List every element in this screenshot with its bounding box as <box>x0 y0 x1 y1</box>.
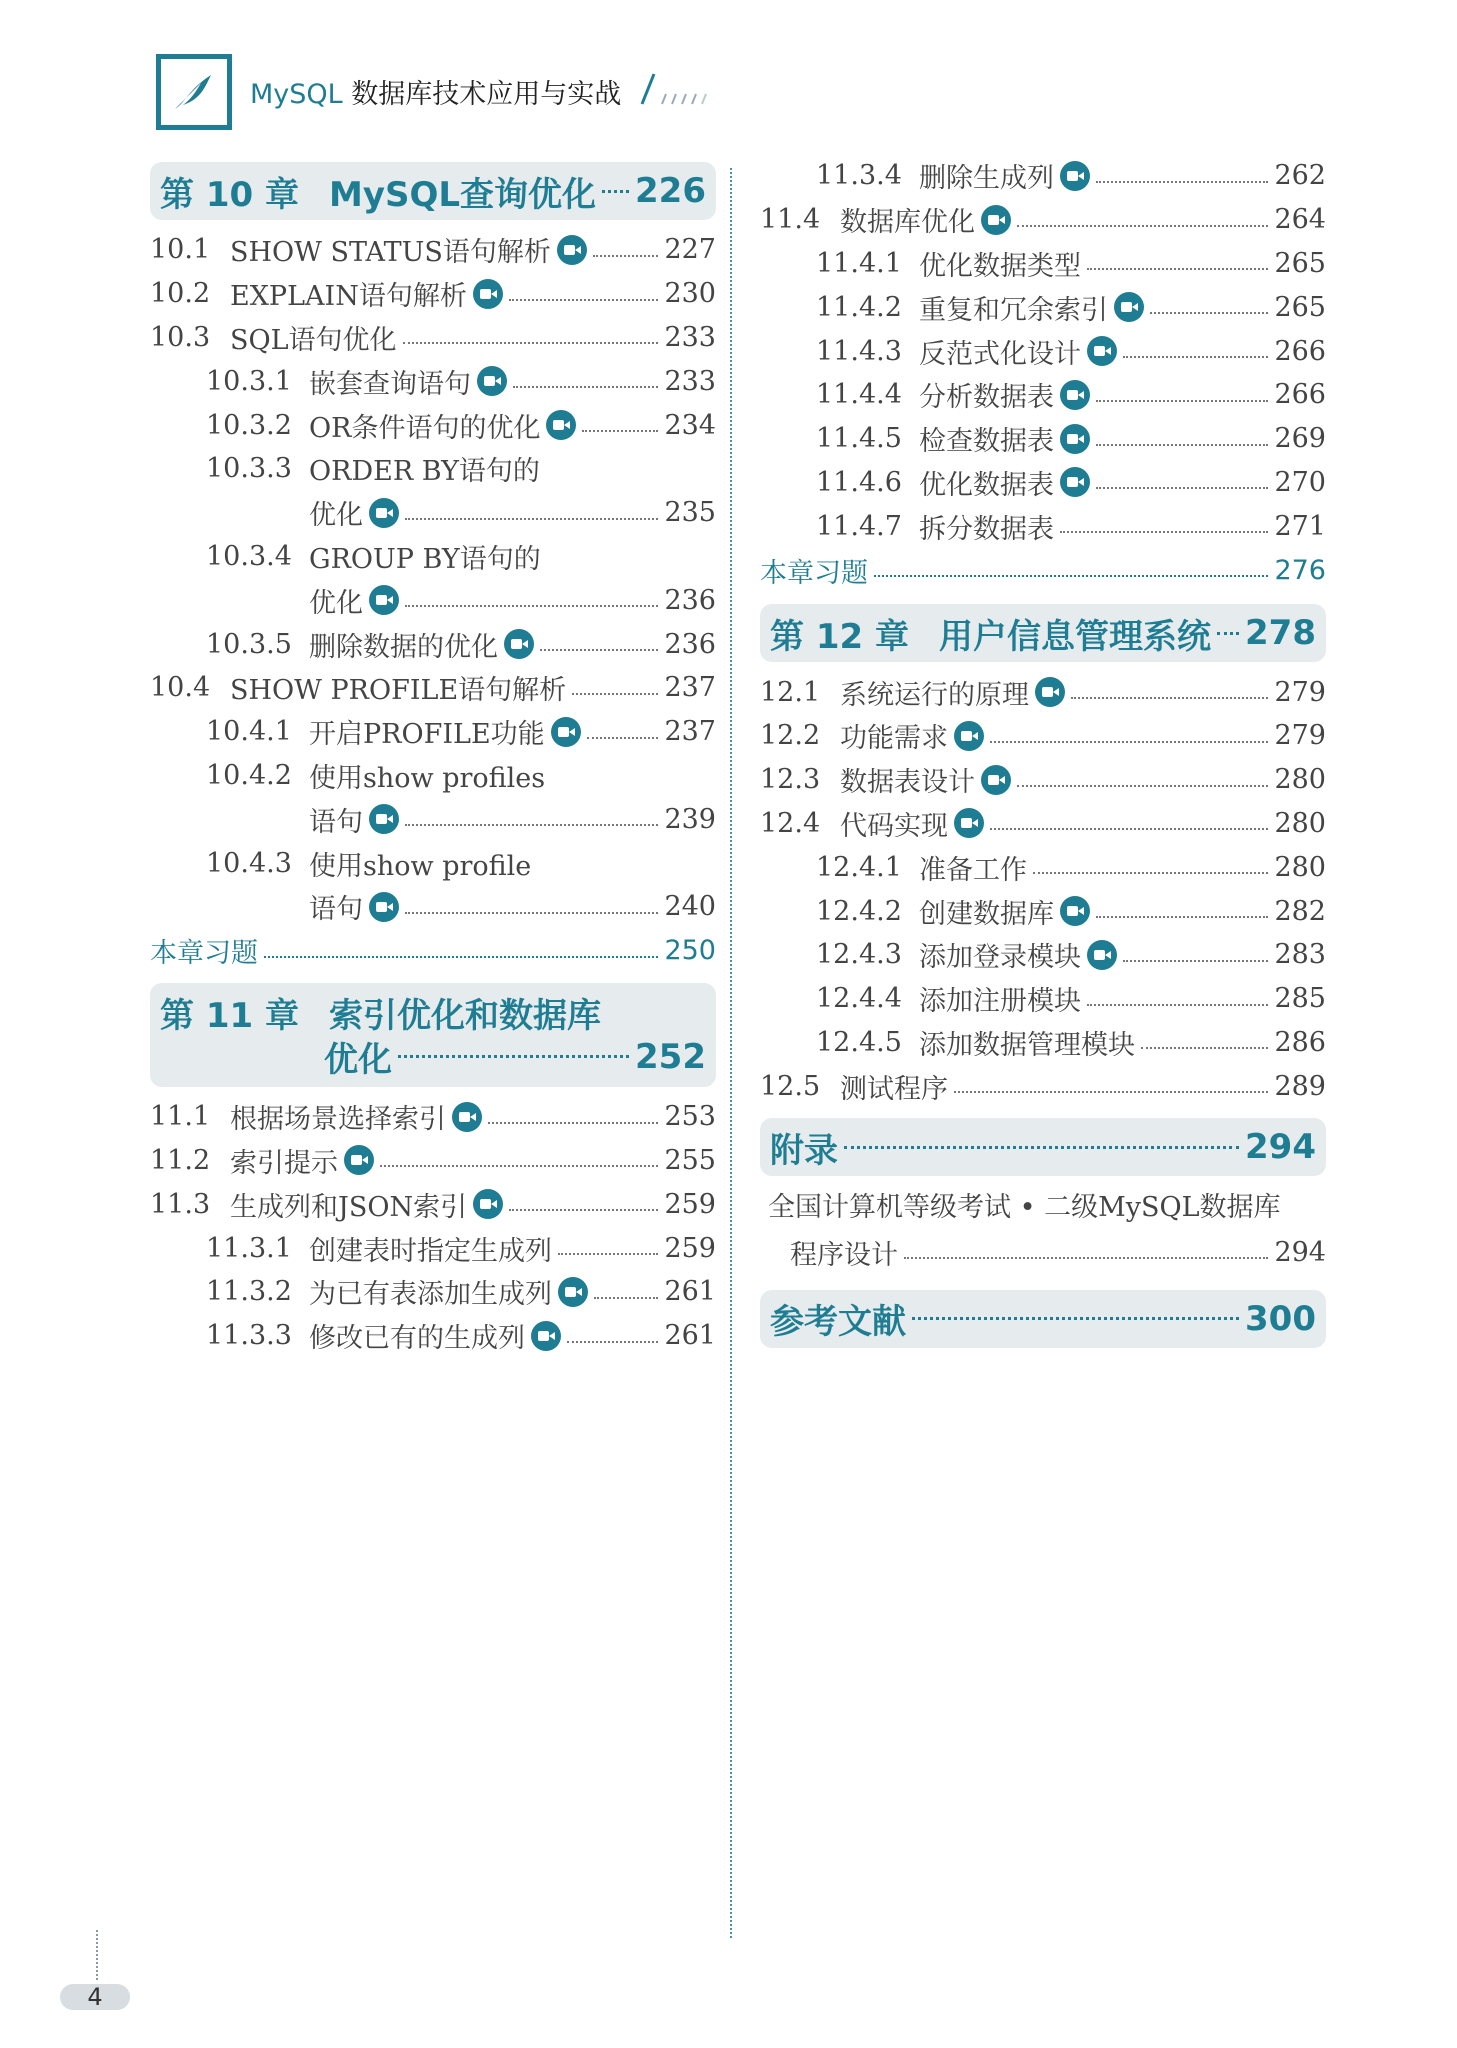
exercise-page: 250 <box>664 935 716 967</box>
entry-text: 索引提示 <box>230 1147 338 1179</box>
entry-text: 修改已有的生成列 <box>309 1323 525 1355</box>
entry-number: 10.3.5 <box>206 628 292 660</box>
entry-number: 11.3.2 <box>206 1276 292 1308</box>
leader-dots <box>1123 960 1268 962</box>
leader-dots <box>398 1055 629 1058</box>
entry-page: 255 <box>664 1144 716 1176</box>
leader-dots <box>594 1297 658 1299</box>
entry-number: 12.4 <box>760 807 821 839</box>
video-icon[interactable] <box>558 1277 588 1307</box>
entry-number: 11.4.6 <box>816 466 902 498</box>
entry-text: 优化 <box>309 587 363 619</box>
entry-number: 11.3 <box>150 1188 211 1220</box>
video-icon[interactable] <box>473 279 503 309</box>
video-icon[interactable] <box>954 721 984 751</box>
chapter-12-entries <box>760 670 1326 1108</box>
entry-text: 拆分数据表 <box>919 513 1054 545</box>
video-icon[interactable] <box>344 1145 374 1175</box>
entry-number: 12.4.2 <box>816 895 902 927</box>
chapter-title: MySQL查询优化 <box>329 174 597 215</box>
entry-number: 12.4.3 <box>816 939 902 971</box>
toc-entry[interactable] <box>150 1139 716 1183</box>
leader-dots <box>1087 268 1268 270</box>
entry-number: 10.3.4 <box>206 540 292 572</box>
toc-entry[interactable] <box>760 933 1326 977</box>
toc-entry[interactable] <box>760 1064 1326 1108</box>
entry-page: 265 <box>1274 291 1326 323</box>
entry-text: 添加注册模块 <box>919 986 1081 1018</box>
chapter-10-exercises[interactable] <box>150 929 716 973</box>
entry-number: 12.1 <box>760 676 821 708</box>
toc-entry[interactable] <box>150 228 716 272</box>
video-icon[interactable] <box>1035 677 1065 707</box>
entry-text: OR条件语句的优化 <box>309 412 541 444</box>
toc-entry[interactable] <box>150 535 716 579</box>
video-icon[interactable] <box>477 366 507 396</box>
leader-dots <box>1096 181 1268 183</box>
video-icon[interactable] <box>369 498 399 528</box>
toc-entry[interactable] <box>150 1095 716 1139</box>
toc-entry[interactable] <box>150 447 716 491</box>
leader-dots <box>990 828 1268 830</box>
toc-entry[interactable] <box>760 154 1326 198</box>
entry-number: 12.4.4 <box>816 983 902 1015</box>
toc-entry[interactable] <box>760 504 1326 548</box>
entry-page: 236 <box>664 628 716 660</box>
toc-entry[interactable] <box>150 710 716 754</box>
page-number-dots <box>96 1930 98 1980</box>
leader-dots <box>1096 916 1268 918</box>
entry-page: 264 <box>1274 204 1326 236</box>
chapter-number: 第 12 章 <box>770 616 909 657</box>
leader-dots <box>587 737 659 739</box>
video-icon[interactable] <box>557 235 587 265</box>
leader-dots <box>844 1146 1239 1149</box>
book-title-en: MySQL <box>250 79 343 110</box>
toc-entry[interactable] <box>150 1226 716 1270</box>
entry-page: 289 <box>1274 1070 1326 1102</box>
video-icon[interactable] <box>452 1102 482 1132</box>
chapter-title-line1: 索引优化和数据库 <box>329 996 601 1037</box>
toc-entry[interactable] <box>150 797 716 841</box>
video-icon[interactable] <box>1060 896 1090 926</box>
entry-number: 11.4.5 <box>816 423 902 455</box>
leader-dots <box>513 386 658 388</box>
entry-page: 233 <box>664 365 716 397</box>
toc-entry[interactable] <box>150 578 716 622</box>
entry-number: 11.4 <box>760 204 821 236</box>
entry-page: 259 <box>664 1188 716 1220</box>
toc-entry[interactable] <box>150 1270 716 1314</box>
toc-entry[interactable] <box>760 802 1326 846</box>
chapter-title-line2: 优化 <box>324 1040 392 1081</box>
appendix-entry-line1: 全国计算机等级考试 • 二级MySQL数据库 <box>768 1192 1281 1224</box>
references-page: 300 <box>1245 1298 1316 1339</box>
toc-entry[interactable] <box>150 841 716 885</box>
entry-number: 11.1 <box>150 1101 211 1133</box>
book-title-cn: 数据库技术应用与实战 <box>342 79 622 110</box>
entry-page: 270 <box>1274 466 1326 498</box>
leader-dots <box>1123 356 1268 358</box>
exercise-label: 本章习题 <box>150 938 258 970</box>
entry-number: 11.2 <box>150 1144 211 1176</box>
entry-page: 286 <box>1274 1026 1326 1058</box>
appendix-page: 294 <box>1245 1127 1316 1168</box>
video-icon[interactable] <box>981 765 1011 795</box>
video-icon[interactable] <box>551 717 581 747</box>
leader-dots <box>1217 632 1239 635</box>
page-number: 4 <box>60 1984 130 2010</box>
entry-page: 294 <box>1274 1236 1326 1268</box>
toc-entry[interactable] <box>150 666 716 710</box>
leader-dots <box>1150 312 1268 314</box>
entry-page: 266 <box>1274 379 1326 411</box>
entry-page: 269 <box>1274 423 1326 455</box>
entry-text: SHOW STATUS语句解析 <box>230 237 551 269</box>
video-icon[interactable] <box>1087 940 1117 970</box>
entry-number: 10.2 <box>150 278 211 310</box>
chapter-number: 第 11 章 <box>160 996 299 1037</box>
entry-page: 279 <box>1274 676 1326 708</box>
toc-entry[interactable] <box>150 622 716 666</box>
video-icon[interactable] <box>369 585 399 615</box>
video-icon[interactable] <box>1060 467 1090 497</box>
toc-entry[interactable] <box>760 461 1326 505</box>
leader-dots <box>380 1165 658 1167</box>
leader-dots <box>1096 400 1268 402</box>
entry-number: 11.3.4 <box>816 160 902 192</box>
entry-text: 优化数据表 <box>919 469 1054 501</box>
chapter-11-entries <box>150 1095 716 1358</box>
entry-number: 11.4.4 <box>816 379 902 411</box>
entry-page: 230 <box>664 278 716 310</box>
entry-text: 添加登录模块 <box>919 942 1081 974</box>
leader-dots <box>540 649 658 651</box>
entry-text: EXPLAIN语句解析 <box>230 281 467 313</box>
entry-number: 10.3.1 <box>206 365 292 397</box>
entry-number: 10.1 <box>150 234 211 266</box>
entry-page: 280 <box>1274 851 1326 883</box>
leader-dots <box>1087 1004 1268 1006</box>
toc-entry[interactable] <box>760 714 1326 758</box>
entry-number: 11.4.2 <box>816 291 902 323</box>
entry-page: 235 <box>664 497 716 529</box>
chapter-11-exercises[interactable] <box>760 548 1326 592</box>
entry-page: 237 <box>664 672 716 704</box>
entry-text: 删除生成列 <box>919 163 1054 195</box>
entry-text: 嵌套查询语句 <box>309 368 471 400</box>
entry-number: 12.4.5 <box>816 1026 902 1058</box>
toc-entry[interactable] <box>760 329 1326 373</box>
video-icon[interactable] <box>1060 424 1090 454</box>
toc-entry[interactable] <box>760 845 1326 889</box>
toc-entry[interactable] <box>150 359 716 403</box>
entry-page: 280 <box>1274 764 1326 796</box>
chapter-page: 252 <box>635 1036 706 1077</box>
chapter-page: 226 <box>635 171 706 211</box>
video-icon[interactable] <box>981 205 1011 235</box>
toc-entry[interactable] <box>150 403 716 447</box>
leader-dots <box>264 956 658 958</box>
leader-dots <box>405 824 658 826</box>
leader-dots <box>403 342 659 344</box>
entry-number: 10.4.1 <box>206 716 292 748</box>
leader-dots <box>405 518 658 520</box>
video-icon[interactable] <box>473 1189 503 1219</box>
entry-number: 11.4.3 <box>816 335 902 367</box>
leader-dots <box>1096 487 1268 489</box>
references-title: 参考文献 <box>770 1302 906 1343</box>
entry-number: 12.4.1 <box>816 851 902 883</box>
video-icon[interactable] <box>531 1321 561 1351</box>
leader-dots <box>602 190 629 193</box>
leader-dots <box>488 1122 658 1124</box>
entry-number: 11.4.7 <box>816 510 902 542</box>
leader-dots <box>593 255 659 257</box>
entry-text: 功能需求 <box>840 723 948 755</box>
entry-text: 分析数据表 <box>919 382 1054 414</box>
entry-text: SHOW PROFILE语句解析 <box>230 675 567 707</box>
entry-page: 282 <box>1274 895 1326 927</box>
toc-right-column <box>760 162 1326 1348</box>
entry-text: 语句 <box>309 894 363 926</box>
leader-dots <box>558 1253 658 1255</box>
chapter-11-entries-continued <box>760 154 1326 548</box>
title-slash-decoration <box>640 70 720 110</box>
entry-number: 12.2 <box>760 720 821 752</box>
entry-page: 271 <box>1274 510 1326 542</box>
toc-entry[interactable] <box>760 977 1326 1021</box>
entry-text: 为已有表添加生成列 <box>309 1279 552 1311</box>
entry-text: ORDER BY语句的 <box>309 456 540 488</box>
entry-number: 10.3.3 <box>206 453 292 485</box>
appendix-heading[interactable] <box>760 1118 1326 1176</box>
entry-number: 10.3 <box>150 321 211 353</box>
toc-entry[interactable] <box>150 754 716 798</box>
chapter-title: 用户信息管理系统 <box>939 616 1211 657</box>
entry-page: 234 <box>664 409 716 441</box>
entry-page: 259 <box>664 1232 716 1264</box>
entry-page: 237 <box>664 716 716 748</box>
entry-text: GROUP BY语句的 <box>309 543 541 575</box>
entry-text: 程序设计 <box>790 1239 898 1271</box>
toc-entry[interactable] <box>760 417 1326 461</box>
entry-text: 检查数据表 <box>919 426 1054 458</box>
entry-number: 10.3.2 <box>206 409 292 441</box>
leader-dots <box>1017 785 1268 787</box>
toc-entry[interactable] <box>150 1182 716 1226</box>
toc-entry[interactable] <box>150 491 716 535</box>
entry-text: 使用show profiles <box>309 762 546 794</box>
entry-text: 数据表设计 <box>840 767 975 799</box>
chapter-page: 278 <box>1245 613 1316 654</box>
exercise-label: 本章习题 <box>760 557 868 589</box>
entry-text: 根据场景选择索引 <box>230 1104 446 1136</box>
entry-text: 开启PROFILE功能 <box>309 719 545 751</box>
toc-entry[interactable] <box>760 373 1326 417</box>
video-icon[interactable] <box>546 410 576 440</box>
leader-dots <box>405 605 658 607</box>
leader-dots <box>904 1257 1268 1259</box>
entry-text: 语句 <box>309 806 363 838</box>
chapter-10-heading[interactable] <box>150 162 716 220</box>
entry-text: 测试程序 <box>840 1073 948 1105</box>
leader-dots <box>405 912 658 914</box>
leader-dots <box>1033 872 1268 874</box>
leader-dots <box>567 1341 658 1343</box>
chapter-11-heading[interactable] <box>150 983 716 1087</box>
leader-dots <box>1071 697 1268 699</box>
appendix-entry-line2 <box>760 1230 1326 1274</box>
leader-dots <box>990 741 1268 743</box>
video-icon[interactable] <box>1087 336 1117 366</box>
entry-text: 准备工作 <box>919 854 1027 886</box>
chapter-10-entries <box>150 228 716 929</box>
toc-entry[interactable] <box>150 885 716 929</box>
entry-number: 10.4 <box>150 672 211 704</box>
entry-page: 285 <box>1274 983 1326 1015</box>
entry-page: 233 <box>664 321 716 353</box>
toc-entry[interactable] <box>760 889 1326 933</box>
leader-dots <box>912 1317 1239 1320</box>
entry-page: 240 <box>664 891 716 923</box>
entry-number: 11.4.1 <box>816 247 902 279</box>
chapter-number: 第 10 章 <box>160 174 299 215</box>
leader-dots <box>572 693 658 695</box>
appendix-entry[interactable] <box>760 1186 1326 1274</box>
entry-text: 系统运行的原理 <box>840 679 1029 711</box>
entry-page: 253 <box>664 1101 716 1133</box>
entry-text: SQL语句优化 <box>230 324 397 356</box>
video-icon[interactable] <box>1114 292 1144 322</box>
entry-number: 12.3 <box>760 764 821 796</box>
appendix-title: 附录 <box>770 1130 838 1171</box>
entry-text: 创建表时指定生成列 <box>309 1235 552 1267</box>
leader-dots <box>1060 531 1268 533</box>
entry-text: 优化数据类型 <box>919 250 1081 282</box>
entry-text: 优化 <box>309 500 363 532</box>
entry-page: 266 <box>1274 335 1326 367</box>
toc-entry[interactable] <box>760 758 1326 802</box>
entry-page: 239 <box>664 803 716 835</box>
entry-page: 227 <box>664 234 716 266</box>
entry-number: 11.3.3 <box>206 1320 292 1352</box>
entry-page: 261 <box>664 1320 716 1352</box>
entry-text: 重复和冗余索引 <box>919 294 1108 326</box>
entry-text: 反范式化设计 <box>919 338 1081 370</box>
entry-page: 283 <box>1274 939 1326 971</box>
entry-page: 280 <box>1274 807 1326 839</box>
toc-entry[interactable] <box>150 316 716 360</box>
entry-text: 数据库优化 <box>840 207 975 239</box>
toc-entry[interactable] <box>760 242 1326 286</box>
references-heading[interactable] <box>760 1290 1326 1348</box>
leader-dots <box>874 575 1268 577</box>
leader-dots <box>954 1091 1268 1093</box>
entry-number: 12.5 <box>760 1070 821 1102</box>
video-icon[interactable] <box>1060 380 1090 410</box>
leader-dots <box>509 299 659 301</box>
leader-dots <box>1141 1047 1268 1049</box>
toc-entry[interactable] <box>760 198 1326 242</box>
entry-text: 代码实现 <box>840 810 948 842</box>
leader-dots <box>509 1209 658 1211</box>
entry-page: 261 <box>664 1276 716 1308</box>
leader-dots <box>1096 444 1268 446</box>
entry-text: 生成列和JSON索引 <box>230 1191 468 1223</box>
entry-text: 添加数据管理模块 <box>919 1029 1135 1061</box>
entry-page: 279 <box>1274 720 1326 752</box>
entry-page: 265 <box>1274 247 1326 279</box>
toc-entry[interactable] <box>760 285 1326 329</box>
chapter-12-heading[interactable] <box>760 604 1326 662</box>
exercise-page: 276 <box>1274 554 1326 586</box>
toc-entry[interactable] <box>150 272 716 316</box>
column-divider <box>730 168 732 1938</box>
leader-dots <box>582 430 658 432</box>
video-icon[interactable] <box>954 808 984 838</box>
toc-entry[interactable] <box>760 1021 1326 1065</box>
leader-dots <box>1017 225 1268 227</box>
entry-text: 删除数据的优化 <box>309 631 498 663</box>
entry-text: 使用show profile <box>309 850 532 882</box>
video-icon[interactable] <box>1060 161 1090 191</box>
toc-entry[interactable] <box>760 670 1326 714</box>
toc-left-column <box>150 162 716 1358</box>
entry-number: 10.4.2 <box>206 759 292 791</box>
entry-page: 236 <box>664 584 716 616</box>
entry-text: 创建数据库 <box>919 898 1054 930</box>
entry-page: 262 <box>1274 160 1326 192</box>
book-logo <box>156 54 232 130</box>
video-icon[interactable] <box>504 629 534 659</box>
video-icon[interactable] <box>369 804 399 834</box>
entry-number: 11.3.1 <box>206 1232 292 1264</box>
toc-entry[interactable] <box>150 1314 716 1358</box>
book-title <box>250 72 621 111</box>
video-icon[interactable] <box>369 892 399 922</box>
entry-number: 10.4.3 <box>206 847 292 879</box>
feather-icon <box>171 69 217 115</box>
